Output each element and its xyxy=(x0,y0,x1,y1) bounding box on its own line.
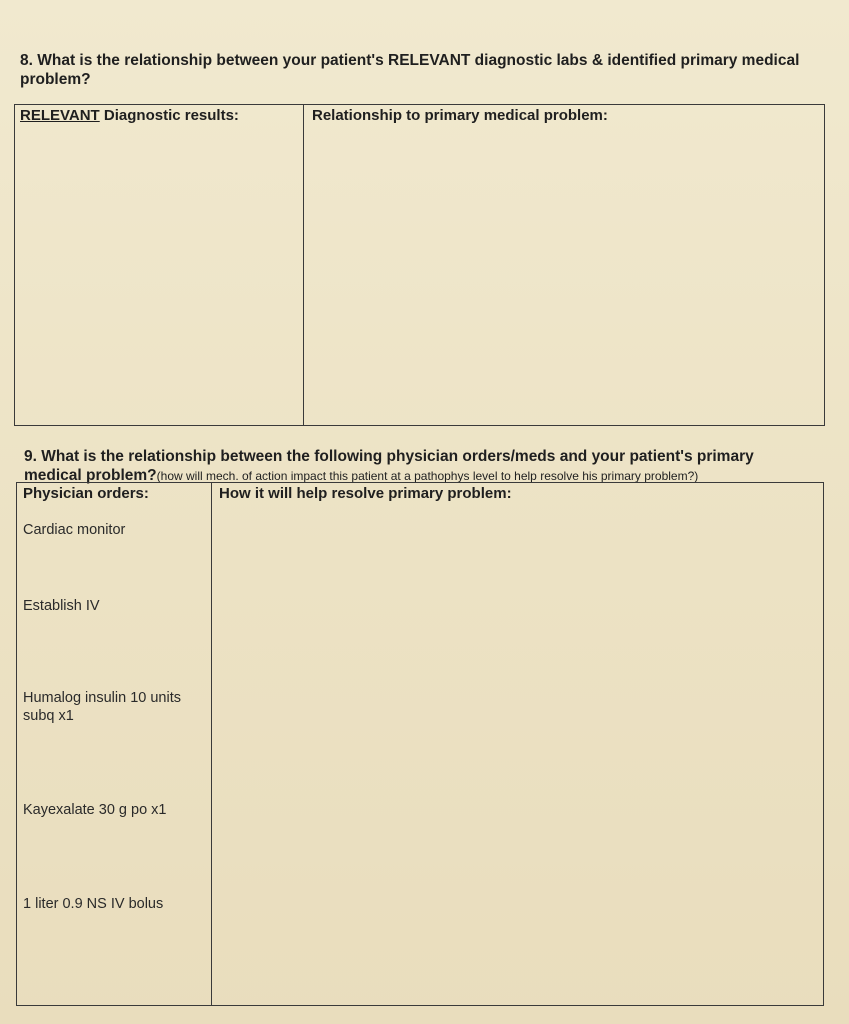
diagnostic-results-header xyxy=(20,107,239,124)
physician-orders-table xyxy=(16,482,824,1006)
order-item: Kayexalate 30 g po x1 xyxy=(23,802,167,818)
order-item: Cardiac monitor xyxy=(23,522,126,538)
question-9-title xyxy=(24,447,814,486)
order-item: 1 liter 0.9 NS IV bolus xyxy=(23,896,164,912)
order-item: Humalog insulin 10 units subq x1 xyxy=(23,690,181,724)
question-9-text: 9. What is the relationship between the following physician orders/meds and your patient's primary medical problem? xyxy=(24,448,754,484)
relevant-word: RELEVANT xyxy=(20,107,100,124)
question-8-text: 8. What is the relationship between your patient's RELEVANT diagnostic labs & identified primary medical problem? xyxy=(20,52,800,88)
diagnostic-results-label: Diagnostic results: xyxy=(99,107,239,124)
relationship-header: Relationship to primary medical problem: xyxy=(312,107,608,124)
question-9-note: (how will mech. of action impact this patient at a pathophys level to help resolve his primary problem?) xyxy=(156,469,699,483)
diagnostic-results-table xyxy=(14,104,825,426)
column-divider xyxy=(303,105,304,425)
physician-orders-header: Physician orders: xyxy=(23,485,149,502)
column-divider xyxy=(211,483,212,1005)
resolve-problem-header: How it will help resolve primary problem: xyxy=(219,485,512,502)
question-8-title xyxy=(20,51,810,89)
order-item: Establish IV xyxy=(23,598,100,614)
